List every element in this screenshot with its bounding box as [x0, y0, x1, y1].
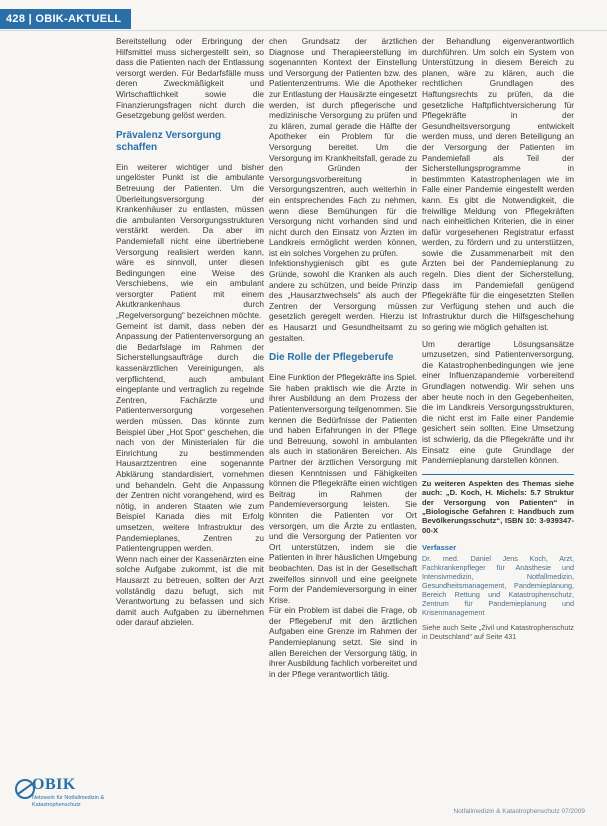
see-also-note: Siehe auch Seite „Zivil und Katastrophenschutz in Deutschland“ auf Seite 431 — [422, 622, 574, 641]
subheading: Prävalenz Versorgung schaffen — [116, 129, 222, 153]
page-footer: Notfallmedizin & Katastrophenschutz 07/2009 — [453, 808, 585, 815]
paragraph: Für ein Problem ist dabei die Frage, ob der Pflegeberuf mit den ärztlichen Aufgaben eine Grenze im Rahmen der Pandemieplanung setzt. Sie sind in allen Bereichen der Versorgung tätig, in ihrer Ausbildung fachlich vorbereitet und in der Pflege verantwortlich tätig. — [269, 605, 417, 679]
paragraph: Um derartige Lösungsansätze umzusetzen, sind Patientenversorgung, die Katastrophenbedingungen wie jene einer Influenzapandemie vorbereitend Grundlagen notwendig. Wir sehen uns aber heute noch in den Gegebenheiten, die im Landkreis Versorgungsstrukturen, die nicht erst im Falle einer Pandemie gesichert sein sollten. Eine Umsetzung ist schwierig, da die Pflegekräfte und ihr Einsatz eine gute Grundlage der Pandemieplanung darstellen können. — [422, 338, 574, 466]
header-divider — [0, 30, 607, 31]
page-header — [0, 8, 131, 30]
paragraph: Gemeint ist damit, dass neben der Anpassung der Patientenversorgung an die Bedarfslage im Rahmen der Sicherstellungsaufträge durch die kassenärztlichen Vereinigungen, als verpflichtend, auch ambulant eingeplante und vertraglich zu regelnde Zentren, Fachärzte und Patientenversorgung vorgesehen werden müssen. Das könnte zum Beispiel über „Hot Spot“ geschehen, die nach von der Ministerialen für die Einrichtung zu bestimmenden Hausarztzentren eine sogenannte Abklärung standardisiert, vornehmen und behandeln. Geht die Anpassung der Zentren nicht vorangehend, wird es nötig, in anderen Staaten wie zum Beispiel Kanada dies mit Erfolg umsetzen, weitere Infrastruktur des Pandemieplanes, Zentren zu Patientengruppen werden. — [116, 320, 264, 554]
author-heading: Verfasser — [422, 543, 457, 553]
article-column-1 — [116, 36, 264, 628]
subheading: Die Rolle der Pflegeberufe — [269, 352, 394, 364]
paragraph: der Behandlung eigenverantwortlich durchführen. Um solch ein System von Unterstützung in diesem Bereich zu planen, wäre zu klären, auch die rechtlichen Grundlagen des Haftungsrechts zu prüfen, da die gesetzliche Haftpflichtversicherung für Pflegekräfte in der Gesundheitsversorgung entwickelt werden muss, und deren Beteiligung an der Versorgung der Patienten im Pandemiefall als Teil der Sicherstellungsprogramme in bestimmten Katastrophenlagen wie im Falle einer Pandemie eingestellt werden kann. Es gibt die Notwendigkeit, die freiwillige Meldung von Pflegekräften nach einheitlichen Kriterien, die in einer dafür vorgesehenen Registratur erfasst werden, zu fördern und zu unterstützen, sowie die Zusammenarbeit mit den Ärzten bei der Pandemieplanung zu regeln. Dies dient der Sicherstellung, dass im Pandemiefall genügend Pflegekräfte für die eingesetzten Stellen zur Verfügung stehen und auch die Infrastruktur durch die Hilfsgeschehung so gering wie möglich gehalten ist. — [422, 36, 574, 333]
section-label: 428 | OBIK-AKTUELL — [0, 9, 131, 29]
logo-tagline: Netzwerk für Notfallmedizin & Katastrophenschutz — [32, 795, 105, 808]
paragraph: Bereitstellung oder Erbringung der Hilfsmittel muss sichergestellt sein, so dass die Patienten nach der Entlassung versorgt werden. Für Bedarfsfälle muss deren Zweckmäßigkeit und Wirtschaftlichkeit sowie die Finanzierungsfragen nicht durch die Gesetzgebung gelöst werden. — [116, 36, 264, 121]
reference-note: Zu weiteren Aspekten des Themas siehe auch: „D. Koch, H. Michels: 5.7 Struktur der Versorgung von Patienten“ in „Biologische Gefahren I: Handbuch zum Bevölkerungsschutz“, ISBN 10: 3-939347-00-X — [422, 474, 574, 535]
paragraph: chen Grundsatz der ärztlichen Diagnose und Therapieerstellung im sogenannten Kontext der Einstellung und Versorgung der Patienten bzw. des Patientenzentrums. Wie die Apotheker zur Entlastung der Hausärzte eingesetzt werden, ist durch pflegerische und medizinische Versorgung zu prüfen und zu klären, zumal gerade die Hälfte der Apotheker ein Problem für die Versorgung bereitet. Um die Versorgung im Krankheitsfall, gerade zu den Gründen der Versorgungsvorbereitung in Versorgungszentren, auch weiterhin in ein entsprechendes Fach zu nehmen, wenn diese Bemühungen für die Versorgung nicht vorhanden sind und nicht durch den Einsatz von Ärzten im Landkreis ermöglicht werden können, ist ein solches Vorgehen zu prüfen. — [269, 36, 417, 258]
logo-wordmark: OBIK — [32, 776, 76, 793]
paragraph: Wenn nach einer der Kassenärzten eine solche Aufgabe zukommt, ist die mit Hausarzt zu betreuen, sollten der Arzt vollständig dazu befugt, sich mit Verantwortung zu befassen und sich damit auch Aufgaben zu übernehmen oder darauf abzielen. — [116, 553, 264, 628]
paragraph: Infektionshygienisch gibt es gute Gründe, sowohl die Kranken als auch andere zu schützen, und beide Prinzip des „Hausarztwechsels“ als auch der Zentren der Versorgung müssen gesetzlich geregelt werden. Hierzu ist es Hausarzt und Gesundheitsamt zu gestalten. — [269, 258, 417, 343]
paragraph: Ein weiterer wichtiger und bisher ungelöster Punkt ist die ambulante Betreuung der Patienten. Um die Überleitungsversorgung der Krankenhäuser zu entlasten, müssen die ambulanten Versorgungsstrukturen verstärkt werden. Da aber im Pandemiefall nicht eine übertriebene Versorgung realisiert werden kann, wäre es sinnvoll, unter diesen Bedingungen eine Weise des Verschiebens, wie ein ambulant versorgter Patient mit einem Akutkrankenhaus durch „Regelversorgung“ bezeichnen möchte. — [116, 161, 264, 321]
obik-logo — [14, 776, 114, 818]
article-column-3 — [422, 36, 574, 641]
article-column-2 — [269, 36, 417, 679]
author-info: Dr. med. Daniel Jens Koch, Arzt, Fachkrankenpfleger für Anästhesie und Intensivmedizin, Notfallmedizin, Gesundheitsmanagement, Pandemieplanung, Bereich Rettung und Katastrophenschutz, Zentrum für Pandemieplanung und Krisenmanagement — [422, 553, 574, 617]
paragraph: Eine Funktion der Pflegekräfte ins Spiel. Sie haben praktisch wie die Ärzte in ihrer Ausbildung an dem Prozess der Patientenversorgung teilgenommen. Sie kennen die Bedürfnisse der Patienten und haben Erfahrungen in der Pflege und Betreuung, sowohl in ambulanten als auch in stationären Bereichen. Als Partner der ärztlichen Versorgung mit diesen Kenntnissen und Fähigkeiten können die Pflegekräfte einen wichtigen Beitrag im Rahmen der Pandemieversorgung leisten. Sie könnten die Patienten vor Ort versorgen, um die Ärzte zu entlasten, und die Versorgung der Patienten vor Ort unterstützen, indem sie die Patienten in ihrer häuslichen Umgebung beobachten. Das ist in der Gesellschaft zweifellos sinnvoll und eine geeignete Form der Pandemieversorgung in einer Krise. — [269, 372, 417, 605]
